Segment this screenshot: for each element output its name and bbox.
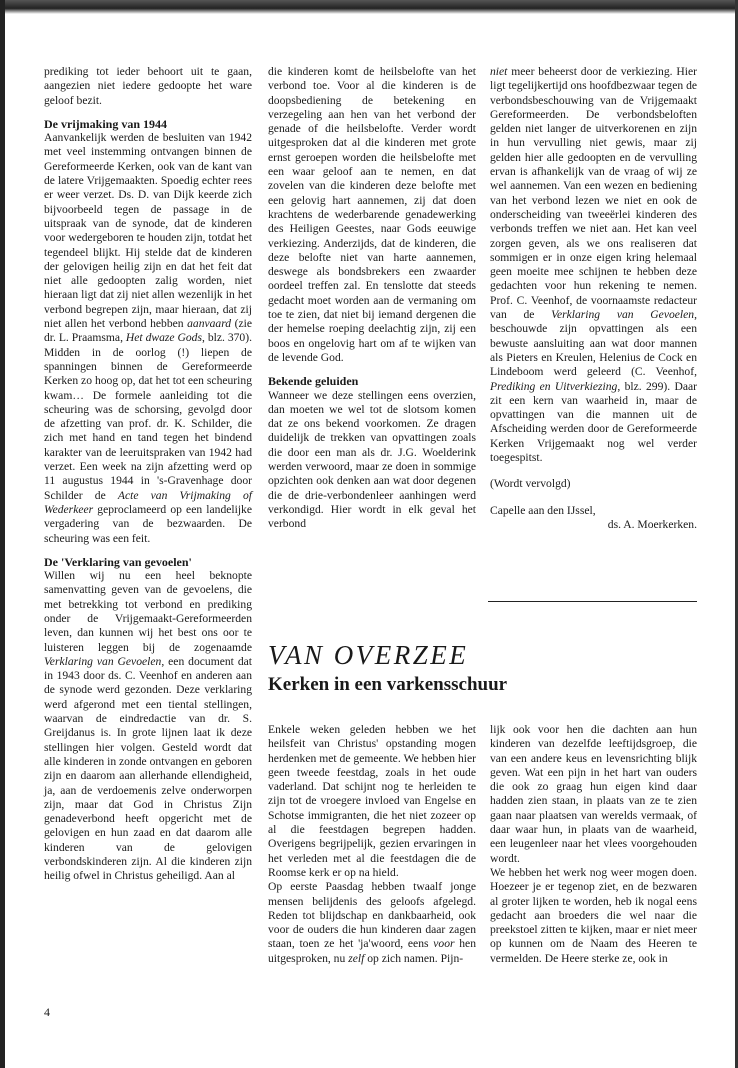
signature-author: ds. A. Moerkerken. bbox=[607, 517, 697, 531]
subheading-vrijmaking: De vrijmaking van 1944 bbox=[44, 116, 167, 131]
page-edge-left bbox=[0, 0, 5, 1068]
paragraph-verklaring: Willen wij nu een heel beknopte samenvatting geven van de gevoelens, die met betrekking tot verbond en prediking onder de Vrijgemaakt-Gereformeerden leven, dan kunnen wij het best ons oor te luisteren leggen bij de zogenaamde Verklaring van Gevoelen, een document dat in 1943 door ds. C. Veenhof en anderen aan de synode werd gezonden. Deze verklaring werd afgerond met een tiental stellingen, waarvan de eindredactie van dr. S. Greijdanus is. In grote lijnen laat ik deze stellingen hier volgen. Gesteld wordt dat alle kinderen in zonde ontvangen en geboren zijn en daarom aan allerhande ellendigheid, ja, aan de verdoemenis zelve onderworpen zijn, maar dat God in Christus Zijn genadeverbond heeft opgericht met de gelovigen en hun zaad en dat daarom alle kinderen van de gelovigen verbondskinderen zijn. Al die kinderen zijn heilig ofwel in Christus geheiligd. Aan al bbox=[44, 569, 252, 883]
section-title: VAN OVERZEE bbox=[268, 640, 469, 670]
column-1 bbox=[44, 65, 252, 884]
paragraph: die kinderen komt de heilsbelofte van het verbond toe. Voor al die kinderen is de doopsbediening de betekening en verzegeling aan hen van het verbond der genade of die heilsbelofte. Verder wordt uitgesproken dat al die kinderen met grote ernst geroepen worden die heilsbelofte met een waar geloof aan te nemen, en dat zovelen van die kinderen deze belofte met een gelovig hart aannemen, zij dat doen krachtens de wederbarende genadewerking des Heiligen Geestes, naar Gods eeuwige verkiezing. Anderzijds, dat de kinderen, die deze belofte niet van harte aannemen, deswege als bondsbrekers een zwaarder oordeel treffen zal. En tenslotte dat steeds gedacht moet worden aan de vermaning om toe te zien, dat niet bij iemand dergenen die der hemelse roeping deelachtig zijn, zij een boos en ongelovig hart om af te wijken van de levende God. bbox=[268, 65, 476, 364]
paragraph: Wanneer we deze stellingen eens overzien, dan moeten we wel tot de slotsom komen dat ze ons bekend voorkomen. Ze dragen duidelijk de trekken van opvattingen zoals die door een man als dr. J.G. Woelderink werden verwoord, maar ze doen in sommige opzichten ook denken aan wat door degenen die de drie-verbondenleer aanhingen werd verkondigd. Hier wordt in elk geval het verbond bbox=[268, 388, 476, 531]
divider-rule bbox=[488, 601, 697, 602]
overzee-column-2 bbox=[490, 723, 697, 966]
paragraph: prediking tot ieder behoort uit te gaan, aangezien niet iedere gedoopte het ware geloof bezit. bbox=[44, 65, 252, 107]
subheading-verklaring: De 'Verklaring van gevoelen' bbox=[44, 554, 192, 569]
column-2 bbox=[268, 65, 476, 532]
paragraph: lijk ook voor hen die dachten aan hun kinderen van dezelfde leeftijdsgroep, die van een andere keus en levensrichting blijk geven. Wat een pijn in het hart van ouders die ook zo graag hun eigen kind daar hadden zien staan, in plaats van ze te zien gaan naar plaatsen van werelds vermaak, of daar waar hun, in plaats van de waarheid, een leugenleer naar het vlees voorgehouden wordt. bbox=[490, 723, 697, 865]
column-3 bbox=[490, 65, 697, 532]
paragraph: Enkele weken geleden hebben we het heilsfeit van Christus' opstanding mogen herdenken met de gemeente. We hebben hier geen tweede feestdag, zoals in het oude vaderland. Dat schijnt nog te herleiden te zijn tot de vroegere invloed van Engelse en Schotse immigranten, die het niet zozeer op al die feestdagen begrepen hadden. Overigens begrijpelijk, gezien ervaringen in het verleden met al die feestdagen die de Roomse kerk er op na hield. bbox=[268, 723, 476, 879]
paragraph: We hebben het werk nog weer mogen doen. Hoezeer je er tegenop ziet, en de bezwaren al groter lijken te worden, heb ik nogal eens gedacht aan broeders die wel naar die preekstoel zitten te kijken, maar er niet meer op kunnen om de Naam des Heeren te vermelden. De Heere sterke ze, ook in bbox=[490, 865, 697, 965]
signature-place: Capelle aan den IJssel, bbox=[490, 503, 596, 517]
page-edge-top bbox=[0, 0, 738, 14]
paragraph-vrijmaking: Aanvankelijk werden de besluiten van 1942 met veel instemming ontvangen binnen de Gereformeerde Kerken, ook van de kant van de latere Vrijgemaakten. Spoedig echter rees er weer verzet. Ds. D. van Dijk keerde zich bijvoorbeeld tegen de passage in de uitspraak van de synode, dat de kinderen voor wedergeboren te houden zijn, totdat het tegendeel blijkt. Hij stelde dat de kinderen der gelovigen heilig zijn en dat het feit dat niet alle gedoopten zalig worden, niet hieraan ligt dat zij niet allen wezenlijk in het verbond begrepen zijn, maar hieraan, dat zij niet allen het verbond hebben aanvaard (zie dr. L. Praamsma, Het dwaze Gods, blz. 370). Midden in de oorlog (!) liepen de spanningen binnen de Gereformeerde Kerken zo hoog op, dat het tot een scheuring kwam… De formele aanleiding tot die scheuring was de schorsing, gevolgd door de afzetting van prof. dr. K. Schilder, die zich met hand en tand tegen het bindend karakter van de leeruitspraken van 1942 had verzet. Een week na zijn afzetting werd op 11 augustus 1944 in 's-Gravenhage door Schilder de Acte van Vrijmaking of Wederkeer geproclameerd op een landelijke vergadering van de bezwaarden. De scheuring was een feit. bbox=[44, 131, 252, 545]
overzee-column-1 bbox=[268, 723, 476, 966]
page-number: 4 bbox=[44, 1005, 50, 1019]
paragraph: Op eerste Paasdag hebben twaalf jonge mensen belijdenis des geloofs afgelegd. Reden tot blijdschap en dankbaarheid, ook voor de ouders die hun kinderen daar zagen staan, toen ze het 'ja'woord, eens voor hen uitgesproken, nu zelf op zich namen. Pijn- bbox=[268, 880, 476, 965]
article-title: Kerken in een varkensschuur bbox=[268, 674, 508, 695]
paragraph: niet meer beheerst door de verkiezing. Hier ligt tegelijkertijd ons hoofdbezwaar tegen de verbondsbeschouwing van de Vrijgemaakt Gereformeerden. De verbondsbeloften gelden niet langer de uitverkorenen en zijn in hun vervulling niet gewis, maar zij gelden hier alle gedoopten en de vervulling ervan is afhankelijk van de vraag of wij ze wel aannemen. Van een wezen en bediening van het verbond lezen we niet en ook de onderscheiding van tweeërlei kinderen des verbonds treffen we niet aan. Het kan veel zorgen geven, als we ons realiseren dat sommigen er in onze eigen kring helemaal geen moeite mee schijnen te hebben deze gedachten voor hun rekening te nemen. Prof. C. Veenhof, de voornaamste redacteur van de Verklaring van Gevoelen, beschouwde zijn opvattingen als een bewuste aansluiting aan wat door mannen als Pieters en Kreulen, Helenius de Cock en Lindeboom werd geleerd (C. Veenhof, Prediking en Uitverkiezing, blz. 299). Daar zit een kern van waarheid in, maar de opvattingen van die mannen uit de Afscheiding werden door de Gereformeerde Kerken Vrijgemaakt nog wel verder toegespitst. bbox=[490, 65, 698, 465]
to-be-continued: (Wordt vervolgd) bbox=[490, 477, 571, 491]
subheading-bekende-geluiden: Bekende geluiden bbox=[268, 374, 359, 389]
